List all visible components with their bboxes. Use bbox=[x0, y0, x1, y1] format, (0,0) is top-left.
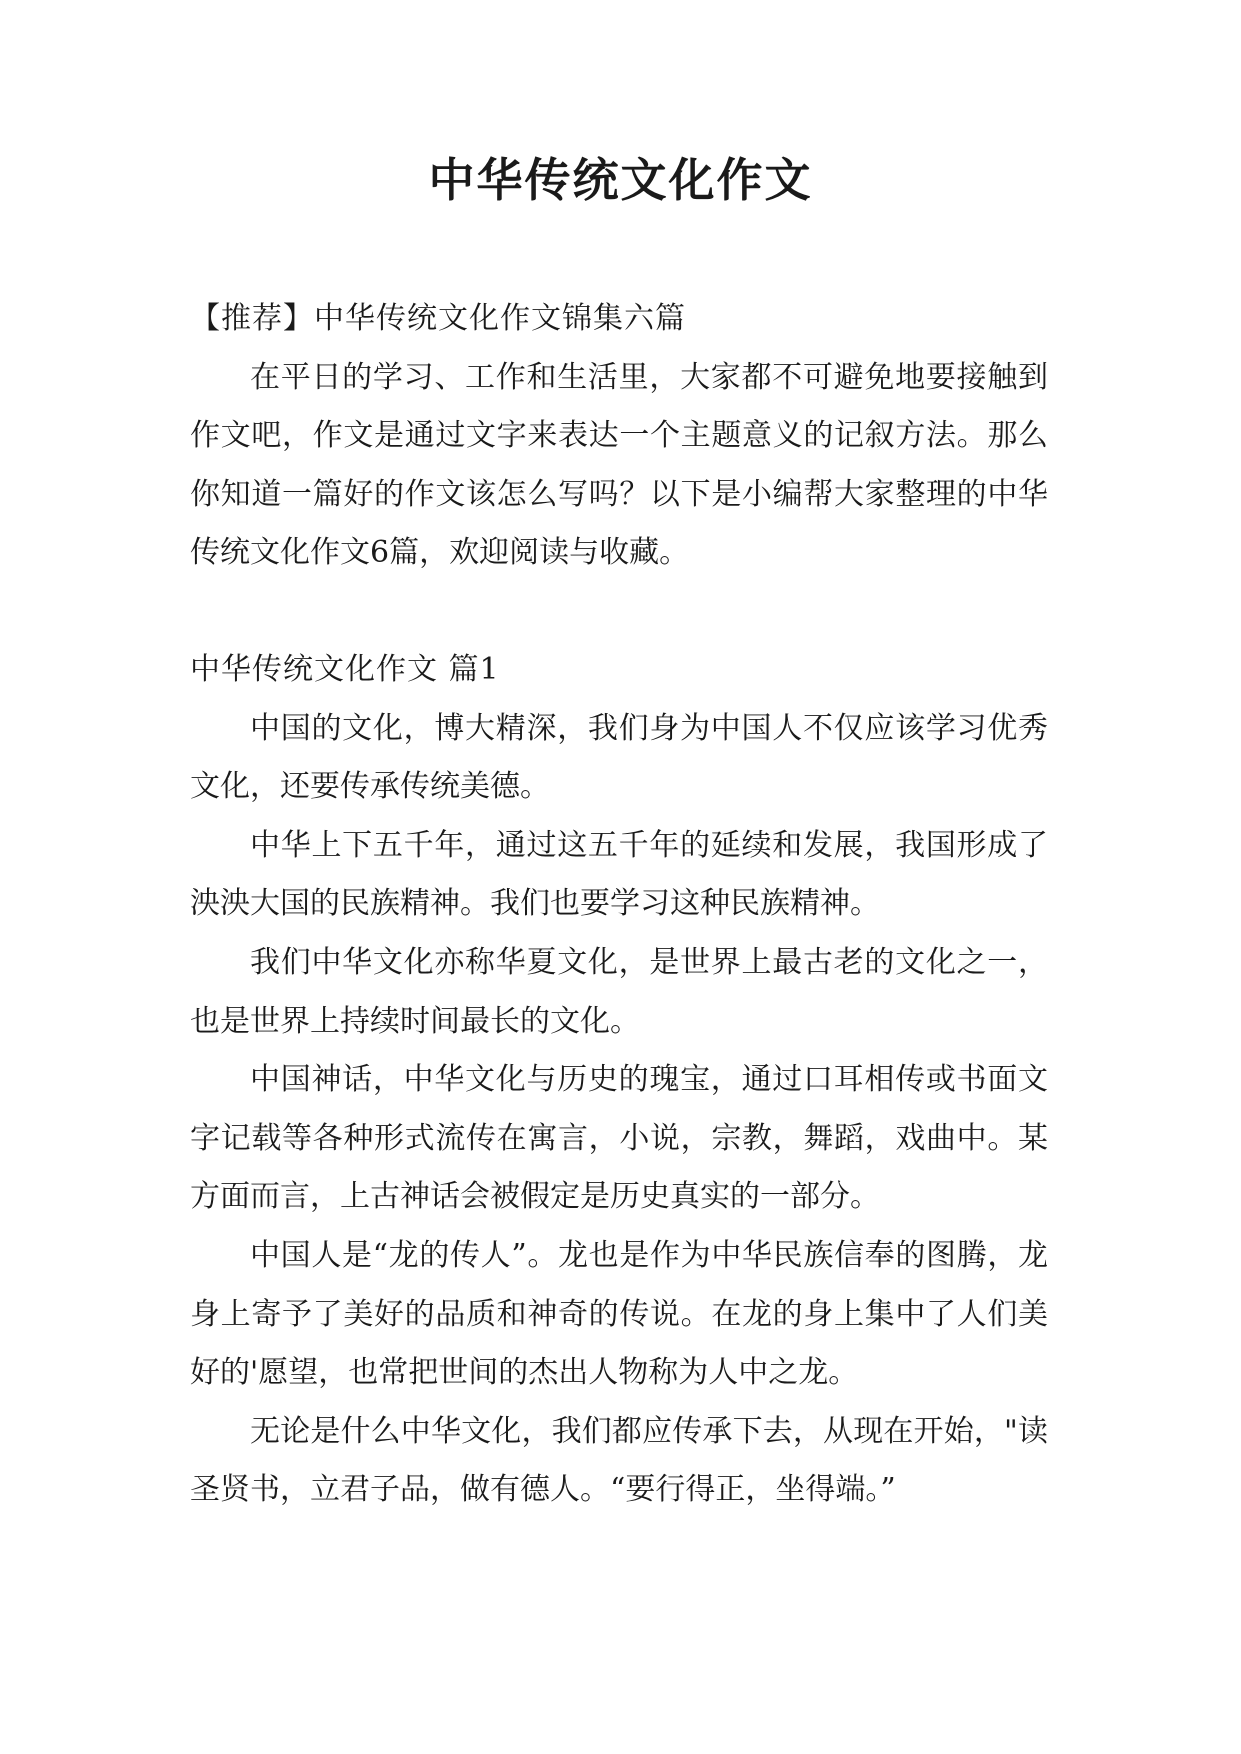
intro-paragraph: 在平日的学习、工作和生活里，大家都不可避免地要接触到作文吧，作文是通过文字来表达一个主题意义的记叙方法。那么你知道一篇好的作文该怎么写吗？以下是小编帮大家整理的中华传统文化作文6篇，欢迎阅读与收藏。 bbox=[190, 359, 1048, 571]
body-paragraph: 中国神话，中华文化与历史的瑰宝，通过口耳相传或书面文字记载等各种形式流传在寓言，小说，宗教，舞蹈，戏曲中。某方面而言，上古神话会被假定是历史真实的一部分。 bbox=[190, 1062, 1048, 1215]
body-paragraph: 我们中华文化亦称华夏文化，是世界上最古老的文化之一，也是世界上持续时间最长的文化。 bbox=[190, 944, 1048, 1039]
document-subtitle: 【推荐】中华传统文化作文锦集六篇 bbox=[190, 301, 686, 336]
document-body bbox=[190, 290, 1048, 1520]
body-paragraph: 中华上下五千年，通过这五千年的延续和发展，我国形成了泱泱大国的民族精神。我们也要学习这种民族精神。 bbox=[190, 827, 1048, 922]
body-paragraph: 无论是什么中华文化，我们都应传承下去，从现在开始，"读圣贤书，立君子品，做有德人。“要行得正，坐得端。” bbox=[190, 1413, 1048, 1508]
document-title: 中华传统文化作文 bbox=[428, 153, 813, 207]
body-paragraph: 中国的文化，博大精深，我们身为中国人不仅应该学习优秀文化，还要传承传统美德。 bbox=[190, 710, 1048, 805]
body-paragraph: 中国人是“龙的传人”。龙也是作为中华民族信奉的图腾，龙身上寄予了美好的品质和神奇的传说。在龙的身上集中了人们美好的'愿望，也常把世间的杰出人物称为人中之龙。 bbox=[190, 1237, 1048, 1391]
section-heading: 中华传统文化作文 篇1 bbox=[190, 651, 500, 687]
